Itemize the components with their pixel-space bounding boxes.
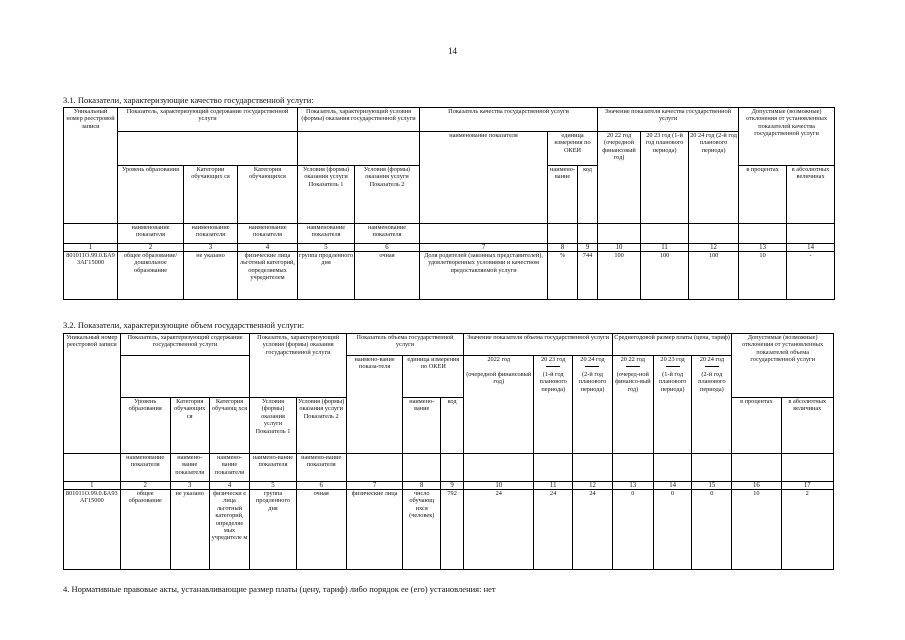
- cell-condition-2: очная: [355, 252, 420, 300]
- column-number: 4: [238, 244, 298, 252]
- cell-fee-3: 0: [692, 490, 732, 570]
- col-unit-name: наимено-вание: [403, 398, 441, 454]
- cell-deviation-percent: 10: [732, 490, 781, 570]
- header-year-3: 20 24 год (2-й год планового периода): [689, 132, 739, 224]
- name-label: наимено-вание показателя: [296, 454, 346, 482]
- header-quality-indicator: Показатель качества государственной услуги: [420, 108, 598, 132]
- cell-condition-2: очная: [296, 490, 346, 570]
- cell-category-1: не указано: [170, 490, 209, 570]
- column-number: 9: [441, 482, 464, 490]
- column-number: 2: [118, 244, 184, 252]
- name-label: наимено-вание показателя: [250, 454, 296, 482]
- col-level: Уровень образования: [118, 166, 184, 224]
- column-number: 6: [355, 244, 420, 252]
- cell-category-2: физически е лица льготный категорий, определяе мых учредителе м: [209, 490, 250, 570]
- col-category-2: Категория обучающ хся: [209, 398, 250, 454]
- column-number: 1: [64, 244, 118, 252]
- cell-value-3: 100: [689, 252, 739, 300]
- cell-unit: %: [548, 252, 578, 300]
- column-number: 2: [120, 482, 170, 490]
- col-category-2: Категория обучающихся: [238, 166, 298, 224]
- column-number: 8: [403, 482, 441, 490]
- cell-value-1: 24: [464, 490, 534, 570]
- header-unique-number: Уникальный номер реестровой записи: [64, 334, 121, 454]
- column-number: 14: [653, 482, 692, 490]
- col-unit-code: код: [578, 166, 598, 224]
- header-content-indicator: Показатель, характеризующий содержание государственной услуги: [118, 108, 298, 132]
- header-volume-indicator: Показатель объема государственной услуги: [346, 334, 463, 356]
- header-deviation: Допустимые (возможные) отклонения от установленных показателей объема государственной услуги: [732, 334, 834, 398]
- col-unit-name: наимено-вание: [548, 166, 578, 224]
- cell-category-2: физические лица льготный категорий, определяемых учредителем: [238, 252, 298, 300]
- name-label: наимено-вание показателя: [170, 454, 209, 482]
- column-number: 12: [689, 244, 739, 252]
- quality-table: [63, 107, 835, 300]
- header-volume-value: Значение показателя объема государственной услуги: [464, 334, 613, 356]
- cell-unit: число обучающ ихся (человек): [403, 490, 441, 570]
- column-number: 15: [692, 482, 732, 490]
- section-32-heading: 3.2. Показатели, характеризующие объем государственной услуги:: [63, 320, 305, 330]
- page-number: 14: [448, 46, 457, 56]
- header-unique-number: Уникальный номер реестровой записи: [64, 108, 118, 224]
- header-fee: Среднегодовой размер платы (цена, тариф): [612, 334, 731, 356]
- name-label: наименование показателя: [238, 224, 298, 244]
- name-label: наимено-вание показателя: [209, 454, 250, 482]
- name-label: наименование показателя: [298, 224, 355, 244]
- header-quality-value: Значение показателя качества государственной услуги: [598, 108, 739, 132]
- column-number: 10: [464, 482, 534, 490]
- cell-level: общее образование/ дошкольное образование: [118, 252, 184, 300]
- column-number: 7: [420, 244, 548, 252]
- cell-value-2: 24: [534, 490, 573, 570]
- header-fee-year-3: 20 24 год (2-й год планового периода): [692, 356, 732, 454]
- column-number: 7: [346, 482, 403, 490]
- name-label: наименование показателя: [120, 454, 170, 482]
- column-number: 3: [170, 482, 209, 490]
- section-4-footer: 4. Нормативные правовые акты, устанавливающие размер платы (цену, тариф) либо порядок ее (его) установления: нет: [63, 584, 496, 594]
- col-condition-2: Условия (формы) оказания услуги Показатель 2: [296, 398, 346, 454]
- table-row: [64, 490, 834, 570]
- cell-record-id: 801011О.99.0.БА93АГ15000: [64, 252, 118, 300]
- cell-unit-code: 792: [441, 490, 464, 570]
- cell-deviation-absolute: -: [787, 252, 835, 300]
- header-indicator-name: наимено-вание показа-теля: [346, 356, 403, 454]
- header-unit: единица измерения по ОКЕИ: [403, 356, 464, 398]
- column-number: 10: [598, 244, 641, 252]
- column-number: 6: [296, 482, 346, 490]
- cell-unit-code: 744: [578, 252, 598, 300]
- cell-value-3: 24: [573, 490, 613, 570]
- header-deviation: Допустимые (возможные) отклонения от установленных показателей качества государственной услуги: [739, 108, 835, 166]
- section-31-heading: 3.1. Показатели, характеризующие качество государственной услуги:: [63, 95, 314, 105]
- col-category-1: Категория обучающих ся: [170, 398, 209, 454]
- header-conditions-indicator: Показатель, характеризующий условия (формы) оказания государственной услуги: [250, 334, 346, 398]
- name-label: наименование показателя: [355, 224, 420, 244]
- column-number: 11: [641, 244, 689, 252]
- column-number: 13: [739, 244, 787, 252]
- header-indicator-name: наименование показателя: [420, 132, 548, 224]
- column-number: 9: [578, 244, 598, 252]
- header-year-2: 20 23 год (1-й год планового периода): [641, 132, 689, 224]
- header-unit: единица измерения по ОКЕИ: [548, 132, 598, 166]
- column-number: 11: [534, 482, 573, 490]
- header-value-year-1: 2022 год (очередной финансовый год): [464, 356, 534, 454]
- column-number: 12: [573, 482, 613, 490]
- header-fee-year-1: 20 22 год (очеред-ной финансо-вый год): [612, 356, 653, 454]
- cell-deviation-percent: 10: [739, 252, 787, 300]
- header-conditions-indicator: Показатель, характеризующий условия (формы) оказания государственной услуги: [298, 108, 420, 132]
- cell-condition-1: группа продленного дня: [250, 490, 296, 570]
- col-absolute: в абсолютных величинах: [787, 166, 835, 224]
- col-unit-code: код: [441, 398, 464, 454]
- cell-level: общее образование: [120, 490, 170, 570]
- col-level: Уровень образования: [120, 398, 170, 454]
- cell-indicator: физические лица: [346, 490, 403, 570]
- cell-record-id: 801011О.99.0.БА93АГ15000: [64, 490, 121, 570]
- column-number: 4: [209, 482, 250, 490]
- column-number: 14: [787, 244, 835, 252]
- name-label: наименование показателя: [118, 224, 184, 244]
- cell-value-1: 100: [598, 252, 641, 300]
- cell-deviation-absolute: 2: [781, 490, 834, 570]
- name-label: наименование показателя: [184, 224, 238, 244]
- col-condition-1: Условия (формы) оказания услуги Показатель 1: [298, 166, 355, 224]
- col-absolute: в абсолютных величинах: [781, 398, 834, 454]
- column-number: 5: [250, 482, 296, 490]
- header-content-indicator: Показатель, характеризующий содержание государственной услуги: [120, 334, 250, 356]
- cell-condition-1: группа продленного дня: [298, 252, 355, 300]
- col-category-1: Категории обучающих ся: [184, 166, 238, 224]
- cell-value-2: 100: [641, 252, 689, 300]
- header-value-year-2: 20 23 год (1-й год планового периода): [534, 356, 573, 454]
- col-percent: в процентах: [739, 166, 787, 224]
- column-number: 13: [612, 482, 653, 490]
- header-year-1: 20 22 год (очередной финансовый год): [598, 132, 641, 224]
- column-number: 1: [64, 482, 121, 490]
- header-value-year-3: 20 24 год (2-й год планового периода): [573, 356, 613, 454]
- table-row: [64, 252, 835, 300]
- cell-indicator: Доля родителей (законных представителей), удовлетворенных условиями и качеством предоставляемой услуги: [420, 252, 548, 300]
- column-number: 8: [548, 244, 578, 252]
- column-number: 16: [732, 482, 781, 490]
- cell-fee-2: 0: [653, 490, 692, 570]
- cell-fee-1: 0: [612, 490, 653, 570]
- volume-table: [63, 333, 834, 570]
- cell-category-1: не указано: [184, 252, 238, 300]
- column-number: 17: [781, 482, 834, 490]
- col-condition-1: Условия (формы) оказания услуги Показатель 1: [250, 398, 296, 454]
- header-fee-year-2: 20 23 год (1-й год планового периода): [653, 356, 692, 454]
- column-number: 5: [298, 244, 355, 252]
- col-condition-2: Условия (формы) оказания услуги Показатель 2: [355, 166, 420, 224]
- column-number: 3: [184, 244, 238, 252]
- col-percent: в процентах: [732, 398, 781, 454]
